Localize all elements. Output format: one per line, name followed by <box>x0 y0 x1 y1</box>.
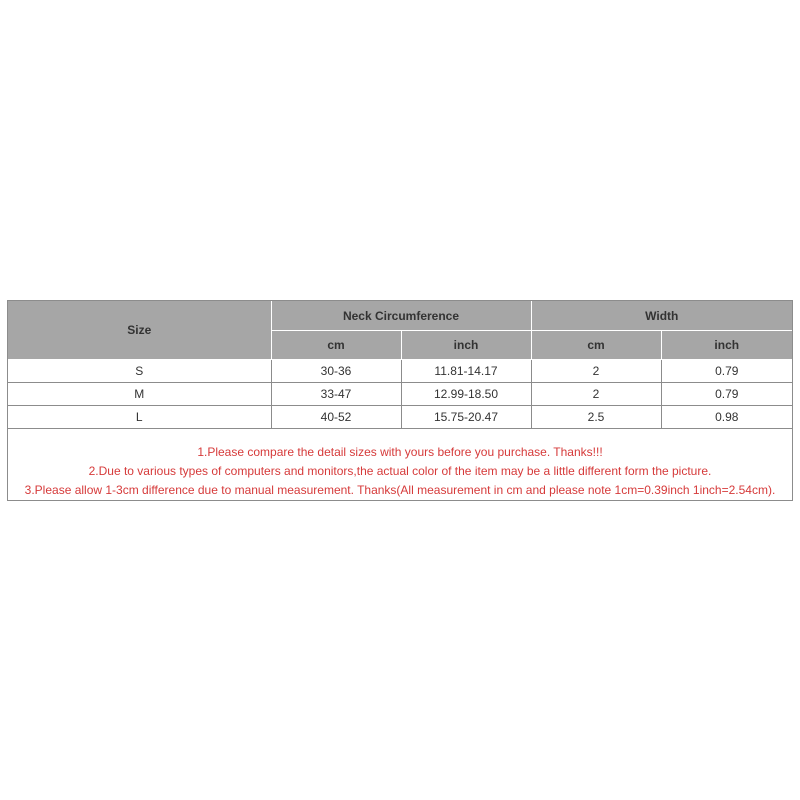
neck-cm-cell: 30-36 <box>271 360 401 383</box>
neck-inch-cell: 15.75-20.47 <box>401 406 531 429</box>
neck-inch-cell: 12.99-18.50 <box>401 383 531 406</box>
width-inch-cell: 0.98 <box>661 406 792 429</box>
width-cm-cell: 2 <box>531 360 661 383</box>
neck-inch-header: inch <box>401 331 531 360</box>
size-cell: M <box>8 383 271 406</box>
width-cm-cell: 2.5 <box>531 406 661 429</box>
width-cm-header: cm <box>531 331 661 360</box>
note-line: 2.Due to various types of computers and monitors,the actual color of the item may be a little different form the picture. <box>88 464 712 478</box>
header-row-groups <box>8 301 792 331</box>
table-row <box>8 360 792 383</box>
neck-inch-cell: 11.81-14.17 <box>401 360 531 383</box>
size-table <box>8 301 792 429</box>
width-inch-cell: 0.79 <box>661 360 792 383</box>
neck-circumference-header: Neck Circumference <box>271 301 531 331</box>
size-column-header: Size <box>8 301 271 360</box>
width-cm-cell: 2 <box>531 383 661 406</box>
size-cell: L <box>8 406 271 429</box>
width-inch-header: inch <box>661 331 792 360</box>
width-header: Width <box>531 301 792 331</box>
table-row <box>8 383 792 406</box>
neck-cm-cell: 40-52 <box>271 406 401 429</box>
note-line: 3.Please allow 1-3cm difference due to manual measurement. Thanks(All measurement in cm and please note 1cm=0.39inch 1inch=2.54cm). <box>24 483 776 497</box>
size-chart <box>7 300 793 501</box>
table-row <box>8 406 792 429</box>
notes <box>8 443 792 500</box>
neck-cm-cell: 33-47 <box>271 383 401 406</box>
neck-cm-header: cm <box>271 331 401 360</box>
size-cell: S <box>8 360 271 383</box>
width-inch-cell: 0.79 <box>661 383 792 406</box>
note-line: 1.Please compare the detail sizes with yours before you purchase. Thanks!!! <box>197 445 603 459</box>
